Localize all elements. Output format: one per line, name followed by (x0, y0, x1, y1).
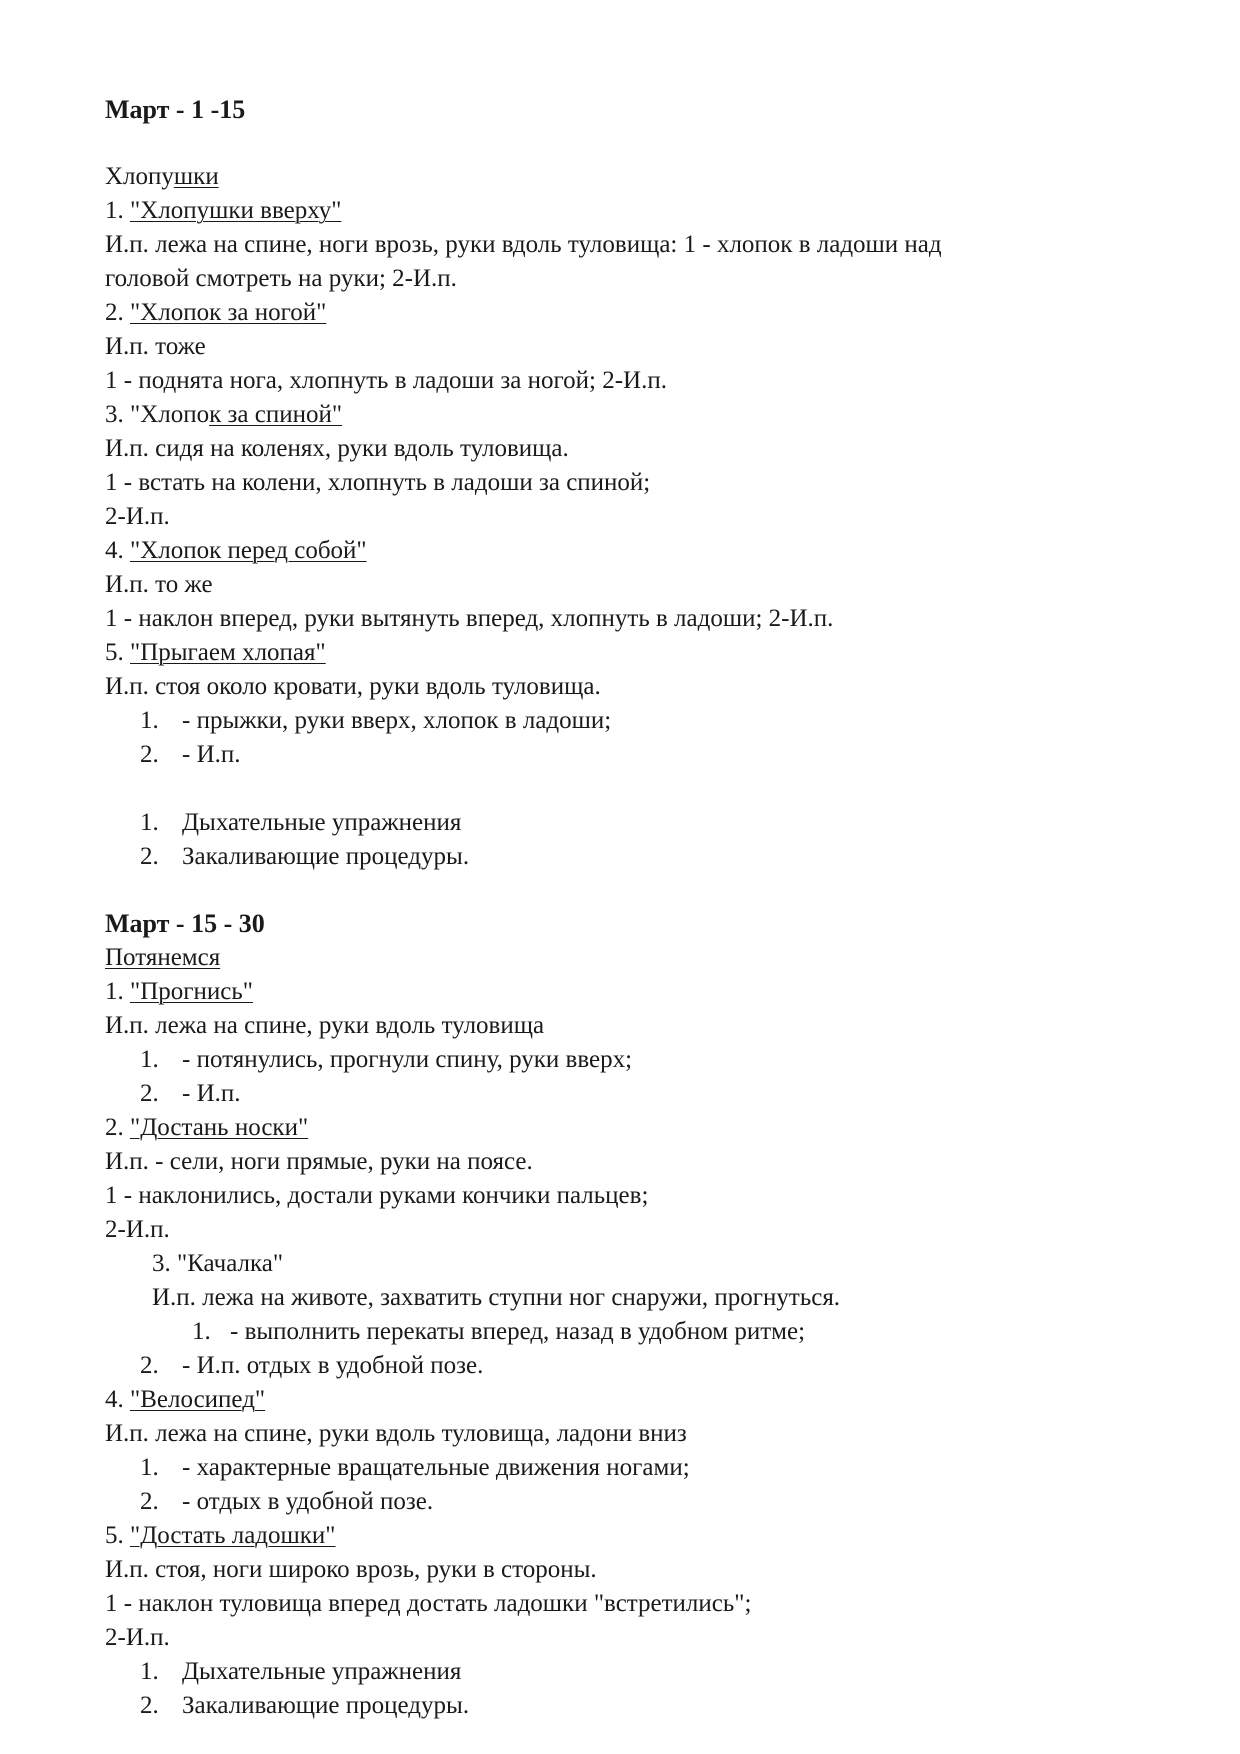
list-number: 2. (140, 741, 159, 768)
s1-ex3-name-underlined: к за спиной" (209, 401, 343, 428)
s2-ex5-end: 2-И.п. (105, 1624, 170, 1651)
s1-ex1-desc-line1: И.п. лежа на спине, ноги врозь, руки вдоль туловища: 1 - хлопок в ладоши над (105, 231, 942, 258)
s2-ex5-start: И.п. стоя, ноги широко врозь, руки в стороны. (105, 1556, 597, 1583)
list-item (192, 1316, 805, 1348)
list-number: 2. (140, 1692, 159, 1719)
section1-title-text: Хлопу (105, 163, 174, 190)
s2-ex5-step: 1 - наклон туловища вперед достать ладошки "встретились"; (105, 1590, 752, 1617)
s1-ex2-number: 2. (105, 299, 130, 326)
list-number: 1. (140, 707, 159, 734)
s2-exercise-1-title (105, 976, 253, 1008)
section1-title-underlined: шки (173, 163, 219, 190)
s1-ex5-number: 5. (105, 639, 130, 666)
s1-ex1-number: 1. (105, 197, 130, 224)
list-item (140, 1078, 241, 1110)
list-text: - И.п. (182, 741, 241, 768)
s1-exercise-1-title (105, 195, 341, 227)
list-number: 2. (140, 843, 159, 870)
list-text: Дыхательные упражнения (182, 809, 462, 836)
list-item (140, 739, 241, 771)
s2-exercise-3-title: 3. "Качалка" (152, 1250, 284, 1277)
list-text: - отдых в удобной позе. (182, 1488, 434, 1515)
s1-ex5-start: И.п. стоя около кровати, руки вдоль туловища. (105, 673, 601, 700)
s1-ex3-start: И.п. сидя на коленях, руки вдоль туловища. (105, 435, 569, 462)
s1-ex3-number: 3. (105, 401, 130, 428)
s1-exercise-5-title (105, 637, 326, 669)
s1-ex2-start: И.п. тоже (105, 333, 206, 360)
list-text: - прыжки, руки вверх, хлопок в ладоши; (182, 707, 612, 734)
s2-ex4-name: "Велосипед" (130, 1386, 266, 1413)
list-text: Закаливающие процедуры. (182, 843, 470, 870)
s2-ex2-step: 1 - наклонились, достали руками кончики пальцев; (105, 1182, 649, 1209)
s2-ex4-start: И.п. лежа на спине, руки вдоль туловища, ладони вниз (105, 1420, 687, 1447)
list-number: 2. (140, 1488, 159, 1515)
s2-ex5-name: "Достать ладошки" (130, 1522, 336, 1549)
s1-ex5-name: "Прыгаем хлопая" (130, 639, 326, 666)
s1-ex2-step: 1 - поднята нога, хлопнуть в ладоши за ногой; 2-И.п. (105, 367, 667, 394)
s2-ex1-number: 1. (105, 978, 130, 1005)
s1-ex3-end: 2-И.п. (105, 503, 170, 530)
list-text: - характерные вращательные движения ногами; (182, 1454, 690, 1481)
s2-ex2-start: И.п. - сели, ноги прямые, руки на поясе. (105, 1148, 533, 1175)
list-text: - потянулись, прогнули спину, руки вверх; (182, 1046, 633, 1073)
s1-ex4-start: И.п. то же (105, 571, 213, 598)
s2-ex3-start: И.п. лежа на животе, захватить ступни ног снаружи, прогнуться. (152, 1284, 841, 1311)
list-item (140, 1690, 469, 1722)
list-item (140, 841, 469, 873)
s1-ex1-name: "Хлопушки вверху" (130, 197, 342, 224)
list-number: 2. (140, 1080, 159, 1107)
s1-ex4-step: 1 - наклон вперед, руки вытянуть вперед, хлопнуть в ладоши; 2-И.п. (105, 605, 834, 632)
s1-ex3-step: 1 - встать на колени, хлопнуть в ладоши за спиной; (105, 469, 651, 496)
list-item (140, 1656, 461, 1688)
list-number: 2. (140, 1352, 159, 1379)
s1-exercise-4-title (105, 535, 367, 567)
s1-ex1-desc-line2: головой смотреть на руки; 2-И.п. (105, 265, 457, 292)
list-item (140, 1044, 632, 1076)
s2-ex1-start: И.п. лежа на спине, руки вдоль туловища (105, 1012, 545, 1039)
section1-heading: Март - 1 -15 (105, 95, 246, 124)
list-number: 1. (140, 1046, 159, 1073)
section1-title (105, 161, 219, 193)
list-text: - выполнить перекаты вперед, назад в удобном ритме; (230, 1318, 806, 1345)
s1-ex4-name: "Хлопок перед собой" (130, 537, 367, 564)
s1-ex4-number: 4. (105, 537, 130, 564)
list-item (140, 807, 461, 839)
list-number: 1. (140, 809, 159, 836)
s2-ex1-name: "Прогнись" (130, 978, 253, 1005)
s2-exercise-5-title (105, 1520, 336, 1552)
list-text: - И.п. (182, 1080, 241, 1107)
s2-ex5-number: 5. (105, 1522, 130, 1549)
s2-ex2-number: 2. (105, 1114, 130, 1141)
s2-exercise-4-title (105, 1384, 265, 1416)
list-item (140, 1452, 690, 1484)
s1-ex3-name-start: "Хлопо (130, 401, 210, 428)
s1-exercise-2-title (105, 297, 326, 329)
list-number: 1. (140, 1454, 159, 1481)
s1-ex2-name: "Хлопок за ногой" (130, 299, 327, 326)
s2-ex2-end: 2-И.п. (105, 1216, 170, 1243)
list-text: - И.п. отдых в удобной позе. (182, 1352, 484, 1379)
list-number: 1. (140, 1658, 159, 1685)
list-item (140, 705, 611, 737)
list-number: 1. (192, 1318, 211, 1345)
section2-heading: Март - 15 - 30 (105, 909, 265, 938)
s2-ex4-number: 4. (105, 1386, 130, 1413)
list-text: Дыхательные упражнения (182, 1658, 462, 1685)
list-item (140, 1350, 483, 1382)
s2-exercise-2-title (105, 1112, 308, 1144)
list-text: Закаливающие процедуры. (182, 1692, 470, 1719)
s1-exercise-3-title (105, 399, 342, 431)
list-item (140, 1486, 433, 1518)
section2-title: Потянемся (105, 944, 221, 971)
s2-ex2-name: "Достань носки" (130, 1114, 309, 1141)
